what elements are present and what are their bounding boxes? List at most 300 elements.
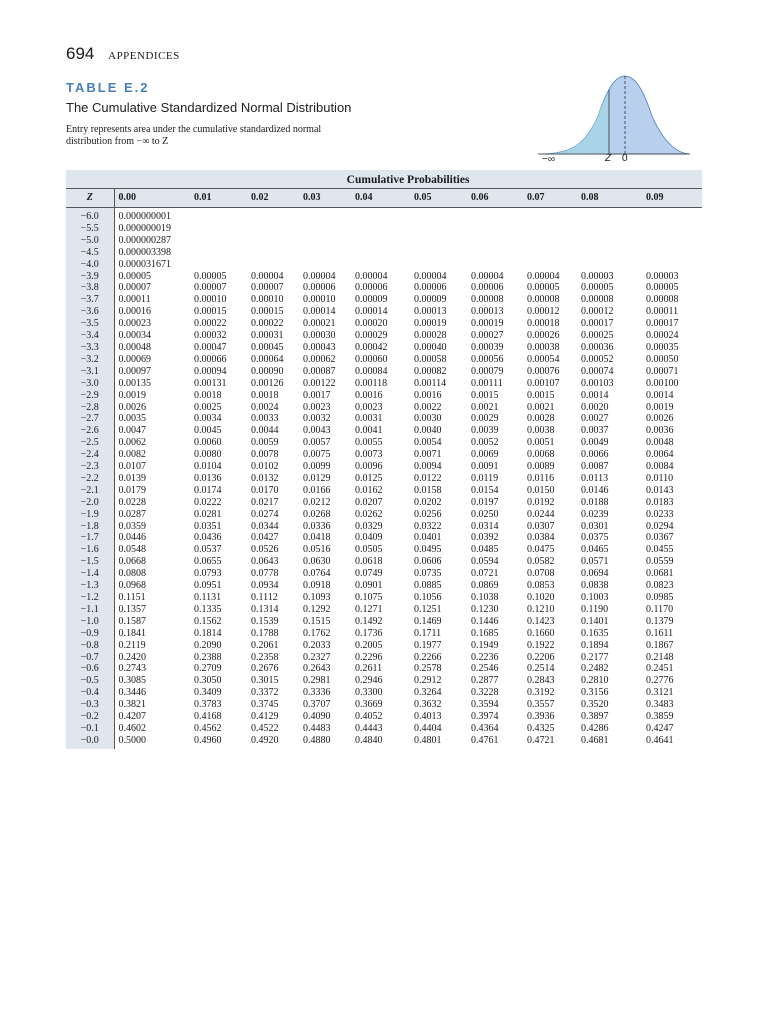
probability-cell: 0.1379 xyxy=(646,615,674,627)
probability-cell: 0.0073 xyxy=(355,449,383,461)
probability-cell: 0.0071 xyxy=(414,449,442,461)
probability-cell: 0.1093 xyxy=(303,592,331,603)
probability-cell: 0.3446 xyxy=(118,687,146,699)
probability-cell: 0.00006 xyxy=(355,282,388,294)
probability-cell: 0.4247 xyxy=(646,722,674,734)
probability-cell: 0.00019 xyxy=(414,318,447,330)
probability-cell: 0.2843 xyxy=(527,675,555,687)
probability-cell: 0.000000001 xyxy=(118,211,171,222)
z-value-cell: −2.5 xyxy=(66,437,114,449)
probability-cell: 0.1922 xyxy=(527,639,555,651)
probability-cell: 0.0655 xyxy=(194,556,222,568)
probability-cell: 0.00052 xyxy=(581,353,614,365)
probability-cell xyxy=(467,235,523,247)
table-row xyxy=(66,330,702,342)
probability-cell: 0.00010 xyxy=(251,294,284,306)
probability-cell: 0.00094 xyxy=(194,365,227,377)
probability-cell: 0.0537 xyxy=(194,544,222,556)
probability-cell: 0.00025 xyxy=(581,330,614,342)
z-value-cell: −1.2 xyxy=(66,592,114,604)
table-label: TABLE E.2 xyxy=(66,80,150,95)
z-value-cell: −3.8 xyxy=(66,282,114,294)
normal-table xyxy=(66,170,702,749)
table-row xyxy=(66,509,702,521)
probability-cell xyxy=(410,223,467,235)
table-row xyxy=(66,485,702,497)
probability-cell: 0.4052 xyxy=(355,711,383,723)
probability-cell: 0.0778 xyxy=(251,568,279,580)
probability-cell: 0.0495 xyxy=(414,544,442,556)
probability-cell: 0.0559 xyxy=(646,556,674,568)
table-row xyxy=(66,366,702,378)
probability-cell: 0.0033 xyxy=(251,413,279,425)
probability-cell: 0.0125 xyxy=(355,472,383,484)
probability-cell: 0.1190 xyxy=(581,603,609,615)
column-header: 0.00 xyxy=(114,189,190,208)
probability-cell: 0.1056 xyxy=(414,592,442,603)
probability-cell xyxy=(351,235,410,247)
probability-cell: 0.0708 xyxy=(527,568,555,580)
column-header: 0.04 xyxy=(351,189,410,208)
probability-cell: 0.0028 xyxy=(527,413,555,425)
probability-cell: 0.00008 xyxy=(646,294,679,306)
probability-cell: 0.0027 xyxy=(581,413,609,425)
probability-cell: 0.0968 xyxy=(118,580,146,592)
probability-cell: 0.0096 xyxy=(355,461,383,473)
probability-cell: 0.0015 xyxy=(527,389,555,401)
probability-cell: 0.0119 xyxy=(471,472,499,484)
table-row xyxy=(66,580,702,592)
probability-cell: 0.0188 xyxy=(581,496,609,508)
probability-cell: 0.00003 xyxy=(646,270,679,282)
probability-cell: 0.00009 xyxy=(355,294,388,306)
probability-cell: 0.00005 xyxy=(527,282,560,294)
z-value-cell: −3.9 xyxy=(66,271,114,283)
probability-cell xyxy=(410,247,467,259)
probability-cell: 0.0526 xyxy=(251,544,279,556)
probability-cell: 0.1335 xyxy=(194,603,222,615)
z-value-cell: −0.4 xyxy=(66,687,114,699)
z-value-cell: −1.4 xyxy=(66,568,114,580)
probability-cell: 0.00013 xyxy=(414,306,447,318)
z-value-cell: −4.5 xyxy=(66,247,114,259)
probability-cell: 0.00079 xyxy=(471,365,504,377)
column-header-z: Z xyxy=(66,189,114,208)
probability-cell xyxy=(523,223,577,235)
probability-cell: 0.0036 xyxy=(646,425,674,437)
table-row xyxy=(66,723,702,735)
z-value-cell: −0.1 xyxy=(66,723,114,735)
probability-cell: 0.0475 xyxy=(527,544,555,556)
probability-cell: 0.3192 xyxy=(527,687,555,699)
probability-cell xyxy=(467,208,523,223)
probability-cell xyxy=(247,259,299,271)
probability-cell: 0.1401 xyxy=(581,615,609,627)
probability-cell: 0.0132 xyxy=(251,472,279,484)
table-row xyxy=(66,604,702,616)
probability-cell xyxy=(299,235,351,247)
probability-cell: 0.0307 xyxy=(527,520,555,532)
z-value-cell: −2.6 xyxy=(66,425,114,437)
probability-cell: 0.0066 xyxy=(581,449,609,461)
probability-cell: 0.0262 xyxy=(355,508,383,520)
probability-cell: 0.00062 xyxy=(303,353,336,365)
probability-cell: 0.00118 xyxy=(355,377,388,389)
probability-cell xyxy=(642,223,702,235)
probability-cell: 0.0359 xyxy=(118,520,146,532)
probability-cell: 0.00028 xyxy=(414,330,447,342)
probability-cell: 0.1587 xyxy=(118,615,146,627)
table-row xyxy=(66,390,702,402)
page-number: 694 xyxy=(66,44,95,63)
probability-cell: 0.00029 xyxy=(355,330,388,342)
probability-cell: 0.0885 xyxy=(414,580,442,592)
probability-cell xyxy=(299,223,351,235)
probability-cell: 0.1660 xyxy=(527,627,555,639)
probability-cell: 0.0162 xyxy=(355,484,383,496)
probability-cell: 0.00071 xyxy=(646,365,679,377)
probability-cell: 0.00005 xyxy=(194,270,227,282)
probability-cell: 0.00126 xyxy=(251,377,284,389)
probability-cell: 0.0212 xyxy=(303,496,331,508)
probability-cell: 0.0918 xyxy=(303,580,331,592)
probability-cell: 0.4522 xyxy=(251,722,279,734)
table-caption: Cumulative Probabilities xyxy=(114,170,702,189)
probability-cell: 0.0047 xyxy=(118,425,146,437)
column-header: 0.08 xyxy=(577,189,642,208)
probability-cell: 0.0043 xyxy=(303,425,331,437)
table-row xyxy=(66,532,702,544)
probability-cell: 0.0465 xyxy=(581,544,609,556)
probability-cell: 0.4880 xyxy=(303,734,331,746)
probability-cell: 0.4840 xyxy=(355,734,383,746)
z-value-cell: −1.9 xyxy=(66,509,114,521)
probability-cell: 0.0179 xyxy=(118,484,146,496)
probability-cell: 0.00050 xyxy=(646,353,679,365)
z-value-cell: −2.0 xyxy=(66,497,114,509)
probability-cell: 0.1515 xyxy=(303,615,331,627)
z-value-cell: −1.7 xyxy=(66,532,114,544)
probability-cell xyxy=(523,259,577,271)
probability-cell: 0.0026 xyxy=(118,401,146,413)
probability-cell: 0.00015 xyxy=(251,306,284,318)
probability-cell: 0.3264 xyxy=(414,687,442,699)
probability-cell: 0.1539 xyxy=(251,615,279,627)
probability-cell: 0.1210 xyxy=(527,603,555,615)
probability-cell: 0.0367 xyxy=(646,532,674,544)
probability-cell: 0.0146 xyxy=(581,484,609,496)
probability-cell: 0.0401 xyxy=(414,532,442,544)
probability-cell: 0.0392 xyxy=(471,532,499,544)
probability-cell: 0.2810 xyxy=(581,675,609,687)
probability-cell: 0.0314 xyxy=(471,520,499,532)
probability-cell: 0.0571 xyxy=(581,556,609,568)
probability-cell: 0.00100 xyxy=(646,377,679,389)
probability-cell: 0.1788 xyxy=(251,627,279,639)
probability-cell: 0.00006 xyxy=(414,282,447,294)
probability-cell: 0.0294 xyxy=(646,520,674,532)
table-row xyxy=(66,592,702,604)
probability-cell: 0.0287 xyxy=(118,508,146,520)
probability-cell: 0.0548 xyxy=(118,544,146,556)
probability-cell: 0.00021 xyxy=(303,318,336,330)
probability-cell: 0.0158 xyxy=(414,484,442,496)
probability-cell: 0.1711 xyxy=(414,627,442,639)
z-value-cell: −5.0 xyxy=(66,235,114,247)
probability-cell: 0.00004 xyxy=(355,270,388,282)
probability-cell xyxy=(410,208,467,223)
table-row xyxy=(66,675,702,687)
probability-cell: 0.00007 xyxy=(194,282,227,294)
probability-cell: 0.0034 xyxy=(194,413,222,425)
probability-cell: 0.00056 xyxy=(471,353,504,365)
probability-cell: 0.4207 xyxy=(118,711,146,723)
probability-cell: 0.2358 xyxy=(251,651,279,663)
probability-cell: 0.3156 xyxy=(581,687,609,699)
probability-cell: 0.0023 xyxy=(355,401,383,413)
z-value-cell: −1.6 xyxy=(66,544,114,556)
probability-cell: 0.0192 xyxy=(527,496,555,508)
probability-cell: 0.2946 xyxy=(355,675,383,687)
probability-cell: 0.2709 xyxy=(194,663,222,675)
probability-cell: 0.00135 xyxy=(118,377,151,389)
probability-cell: 0.00009 xyxy=(414,294,447,306)
probability-cell: 0.2236 xyxy=(471,651,499,663)
probability-cell: 0.0256 xyxy=(414,508,442,520)
probability-cell xyxy=(577,247,642,259)
probability-cell: 0.3557 xyxy=(527,699,555,711)
probability-cell: 0.0059 xyxy=(251,437,279,449)
probability-cell: 0.0022 xyxy=(414,401,442,413)
probability-cell: 0.4129 xyxy=(251,711,279,723)
probability-cell: 0.3085 xyxy=(118,675,146,687)
probability-cell: 0.3300 xyxy=(355,687,383,699)
z-value-cell: −0.3 xyxy=(66,699,114,711)
probability-cell: 0.0436 xyxy=(194,532,222,544)
z-value-cell: −0.7 xyxy=(66,652,114,664)
probability-cell: 0.0068 xyxy=(527,449,555,461)
probability-cell: 0.00035 xyxy=(646,341,679,353)
probability-cell: 0.000031671 xyxy=(118,258,171,270)
table-row xyxy=(66,354,702,366)
probability-cell: 0.0268 xyxy=(303,508,331,520)
column-header: 0.01 xyxy=(190,189,247,208)
probability-cell: 0.1446 xyxy=(471,615,499,627)
probability-cell: 0.1131 xyxy=(194,592,222,603)
column-header: 0.07 xyxy=(523,189,577,208)
probability-cell: 0.00032 xyxy=(194,330,227,342)
probability-cell: 0.00030 xyxy=(303,330,336,342)
probability-cell: 0.00019 xyxy=(471,318,504,330)
probability-cell: 0.0427 xyxy=(251,532,279,544)
probability-cell: 0.00074 xyxy=(581,365,614,377)
probability-cell xyxy=(351,247,410,259)
probability-cell: 0.0250 xyxy=(471,508,499,520)
probability-cell: 0.00004 xyxy=(251,270,284,282)
probability-cell: 0.1635 xyxy=(581,627,609,639)
probability-cell: 0.0618 xyxy=(355,556,383,568)
probability-cell: 0.2090 xyxy=(194,639,222,651)
probability-cell: 0.0094 xyxy=(414,461,442,473)
probability-cell: 0.0060 xyxy=(194,437,222,449)
shaded-area xyxy=(540,90,609,154)
probability-cell xyxy=(523,247,577,259)
probability-cell: 0.2206 xyxy=(527,651,555,663)
probability-cell xyxy=(190,208,247,223)
probability-cell: 0.0322 xyxy=(414,520,442,532)
probability-cell: 0.0016 xyxy=(414,389,442,401)
probability-cell: 0.00017 xyxy=(581,318,614,330)
probability-cell: 0.00010 xyxy=(303,294,336,306)
probability-cell: 0.00111 xyxy=(471,377,503,389)
column-header: 0.09 xyxy=(642,189,702,208)
z-value-cell: −3.1 xyxy=(66,366,114,378)
probability-cell: 0.0044 xyxy=(251,425,279,437)
probability-cell: 0.1469 xyxy=(414,615,442,627)
z-value-cell: −2.9 xyxy=(66,390,114,402)
probability-cell: 0.0069 xyxy=(471,449,499,461)
probability-cell: 0.1038 xyxy=(471,592,499,603)
table-row xyxy=(66,652,702,664)
probability-cell: 0.3821 xyxy=(118,699,146,711)
table-row xyxy=(66,556,702,568)
probability-cell: 0.0202 xyxy=(414,496,442,508)
probability-cell: 0.00038 xyxy=(527,341,560,353)
probability-cell: 0.00010 xyxy=(194,294,227,306)
curve-area xyxy=(540,76,690,154)
probability-cell: 0.00004 xyxy=(527,270,560,282)
probability-cell: 0.0808 xyxy=(118,568,146,580)
table-row xyxy=(66,306,702,318)
z-value-cell: −1.5 xyxy=(66,556,114,568)
probability-cell: 0.3372 xyxy=(251,687,279,699)
probability-cell xyxy=(190,235,247,247)
probability-cell: 0.0606 xyxy=(414,556,442,568)
probability-cell: 0.000000287 xyxy=(118,234,171,246)
probability-cell: 0.0087 xyxy=(581,461,609,473)
table-row xyxy=(66,342,702,354)
probability-cell: 0.0183 xyxy=(646,496,674,508)
z-value-cell: −3.0 xyxy=(66,378,114,390)
probability-cell: 0.5000 xyxy=(118,734,146,746)
probability-cell: 0.0019 xyxy=(118,389,146,401)
probability-cell: 0.00012 xyxy=(581,306,614,318)
table-row xyxy=(66,318,702,330)
z-value-cell: −5.5 xyxy=(66,223,114,235)
probability-cell: 0.2296 xyxy=(355,651,383,663)
probability-cell: 0.4404 xyxy=(414,722,442,734)
probability-cell: 0.0032 xyxy=(303,413,331,425)
probability-cell: 0.4602 xyxy=(118,722,146,734)
probability-cell: 0.00004 xyxy=(471,270,504,282)
table-row xyxy=(66,271,702,283)
probability-cell: 0.2327 xyxy=(303,651,331,663)
probability-cell xyxy=(247,223,299,235)
probability-cell: 0.0143 xyxy=(646,484,674,496)
probability-cell xyxy=(299,259,351,271)
table-row xyxy=(66,473,702,485)
probability-cell: 0.0174 xyxy=(194,484,222,496)
probability-cell: 0.00022 xyxy=(194,318,227,330)
probability-cell: 0.2033 xyxy=(303,639,331,651)
probability-cell: 0.00048 xyxy=(118,341,151,353)
probability-cell: 0.00064 xyxy=(251,353,284,365)
table-row xyxy=(66,413,702,425)
probability-cell: 0.1762 xyxy=(303,627,331,639)
z-value-cell: −2.8 xyxy=(66,402,114,414)
probability-cell: 0.1492 xyxy=(355,615,383,627)
table-row xyxy=(66,378,702,390)
z-value-cell: −2.3 xyxy=(66,461,114,473)
probability-cell: 0.2578 xyxy=(414,663,442,675)
probability-cell: 0.00007 xyxy=(118,282,151,294)
probability-cell: 0.0104 xyxy=(194,461,222,473)
probability-cell: 0.0025 xyxy=(194,401,222,413)
table-row xyxy=(66,461,702,473)
probability-cell: 0.0107 xyxy=(118,461,146,473)
probability-cell: 0.0091 xyxy=(471,461,499,473)
probability-cell: 0.0039 xyxy=(471,425,499,437)
probability-cell: 0.0078 xyxy=(251,449,279,461)
z-value-cell: −0.6 xyxy=(66,663,114,675)
z-value-cell: −4.0 xyxy=(66,259,114,271)
probability-cell: 0.0239 xyxy=(581,508,609,520)
probability-cell: 0.2148 xyxy=(646,651,674,663)
probability-cell: 0.0026 xyxy=(646,413,674,425)
probability-cell: 0.0139 xyxy=(118,472,146,484)
probability-cell xyxy=(577,223,642,235)
z-value-cell: −0.5 xyxy=(66,675,114,687)
probability-cell: 0.2514 xyxy=(527,663,555,675)
probability-cell: 0.1867 xyxy=(646,639,674,651)
page-header xyxy=(66,44,180,64)
probability-cell: 0.00013 xyxy=(471,306,504,318)
probability-cell: 0.4681 xyxy=(581,734,609,746)
probability-cell xyxy=(351,259,410,271)
probability-cell: 0.0080 xyxy=(194,449,222,461)
probability-cell: 0.0764 xyxy=(303,568,331,580)
probability-cell: 0.0019 xyxy=(646,401,674,413)
probability-cell: 0.0038 xyxy=(527,425,555,437)
probability-cell: 0.00087 xyxy=(303,365,336,377)
probability-cell: 0.3859 xyxy=(646,711,674,723)
probability-cell: 0.00054 xyxy=(527,353,560,365)
table-description: Entry represents area under the cumulative standardized normal distribution from −∞ to Z xyxy=(66,124,322,147)
probability-cell: 0.0116 xyxy=(527,472,555,484)
probability-cell: 0.4801 xyxy=(414,734,442,746)
z-value-cell: −3.3 xyxy=(66,342,114,354)
table-row xyxy=(66,568,702,580)
probability-cell xyxy=(247,208,299,223)
probability-cell: 0.1003 xyxy=(581,592,609,603)
probability-cell: 0.3409 xyxy=(194,687,222,699)
probability-cell: 0.0154 xyxy=(471,484,499,496)
probability-cell: 0.00076 xyxy=(527,365,560,377)
probability-cell: 0.0102 xyxy=(251,461,279,473)
z-value-cell: −1.1 xyxy=(66,604,114,616)
probability-cell xyxy=(299,208,351,223)
table-row xyxy=(66,282,702,294)
z-value-cell: −3.4 xyxy=(66,330,114,342)
probability-cell xyxy=(351,223,410,235)
probability-cell: 0.2546 xyxy=(471,663,499,675)
z-value-cell: −2.2 xyxy=(66,473,114,485)
table-row xyxy=(66,223,702,235)
probability-cell: 0.2388 xyxy=(194,651,222,663)
probability-cell: 0.0197 xyxy=(471,496,499,508)
probability-cell: 0.3015 xyxy=(251,675,279,687)
probability-cell xyxy=(190,223,247,235)
